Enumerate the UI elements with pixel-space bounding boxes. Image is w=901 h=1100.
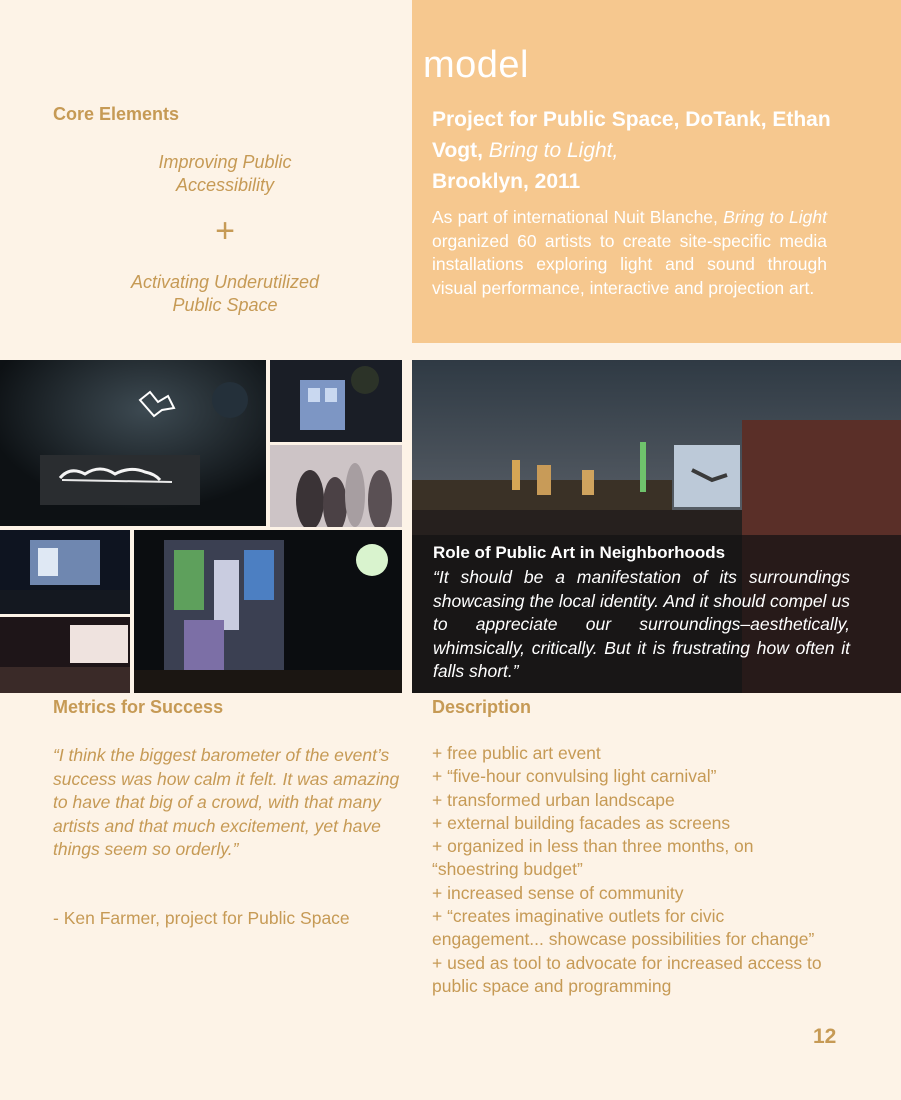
model-heading: model xyxy=(423,44,529,86)
project-description: As part of international Nuit Blanche, Bring to Light organized 60 artists to create site-specific media installations exploring light and sound through visual performance, interactive and projection art. xyxy=(432,207,827,298)
list-item: + free public art event xyxy=(432,743,601,763)
list-item: + increased sense of community xyxy=(432,882,684,903)
plus-symbol: + xyxy=(215,212,235,250)
list-item: + “five-hour convulsing light carnival” xyxy=(432,766,717,787)
list-item: + organized in less than three months, on “shoestring budget” xyxy=(432,836,754,880)
photo-projection-window xyxy=(270,360,402,442)
core-element-public-space: Activating Underutilized Public Space xyxy=(130,272,320,315)
core-element-accessibility: Improving Public Accessibility xyxy=(158,152,292,195)
list-item: + external building facades as screens xyxy=(432,812,731,833)
photo-light-sculpture xyxy=(0,360,266,526)
description-list xyxy=(432,742,832,998)
metrics-attribution: - Ken Farmer, project for Public Space xyxy=(53,908,350,928)
caption-quote: “It should be a manifestation of its surroundings showcasing the local identity. And it should compel us to appreciate our surroundings–aesthetically, whimsically, critically. But it is frustrating how often it falls short.” xyxy=(433,567,850,681)
photo-performance-stage xyxy=(0,530,130,614)
list-item: + “creates imaginative outlets for civic engagement... showcase possibilities for change” xyxy=(432,906,815,950)
metrics-quote: “I think the biggest barometer of the event’s success was how calm it felt. It was amazing to have that big of a crowd, with that many artists and that much excitement, yet have things seem so orderly.” xyxy=(53,745,400,859)
caption-title: Role of Public Art in Neighborhoods xyxy=(433,543,726,562)
description-heading: Description xyxy=(432,697,532,717)
photo-facade-projection xyxy=(134,530,402,693)
photo-shadow-crowd xyxy=(270,445,402,527)
list-item: + used as tool to advocate for increased access to public space and programming xyxy=(432,952,822,996)
metrics-heading: Metrics for Success xyxy=(53,697,224,717)
list-item: + transformed urban landscape xyxy=(432,789,675,810)
core-elements-heading: Core Elements xyxy=(53,104,180,124)
photo-outdoor-screen xyxy=(0,617,130,693)
page-number: 12 xyxy=(813,1025,837,1048)
project-title: Project for Public Space, DoTank, Ethan Vogt, Bring to Light, Brooklyn, 2011 xyxy=(432,108,831,193)
